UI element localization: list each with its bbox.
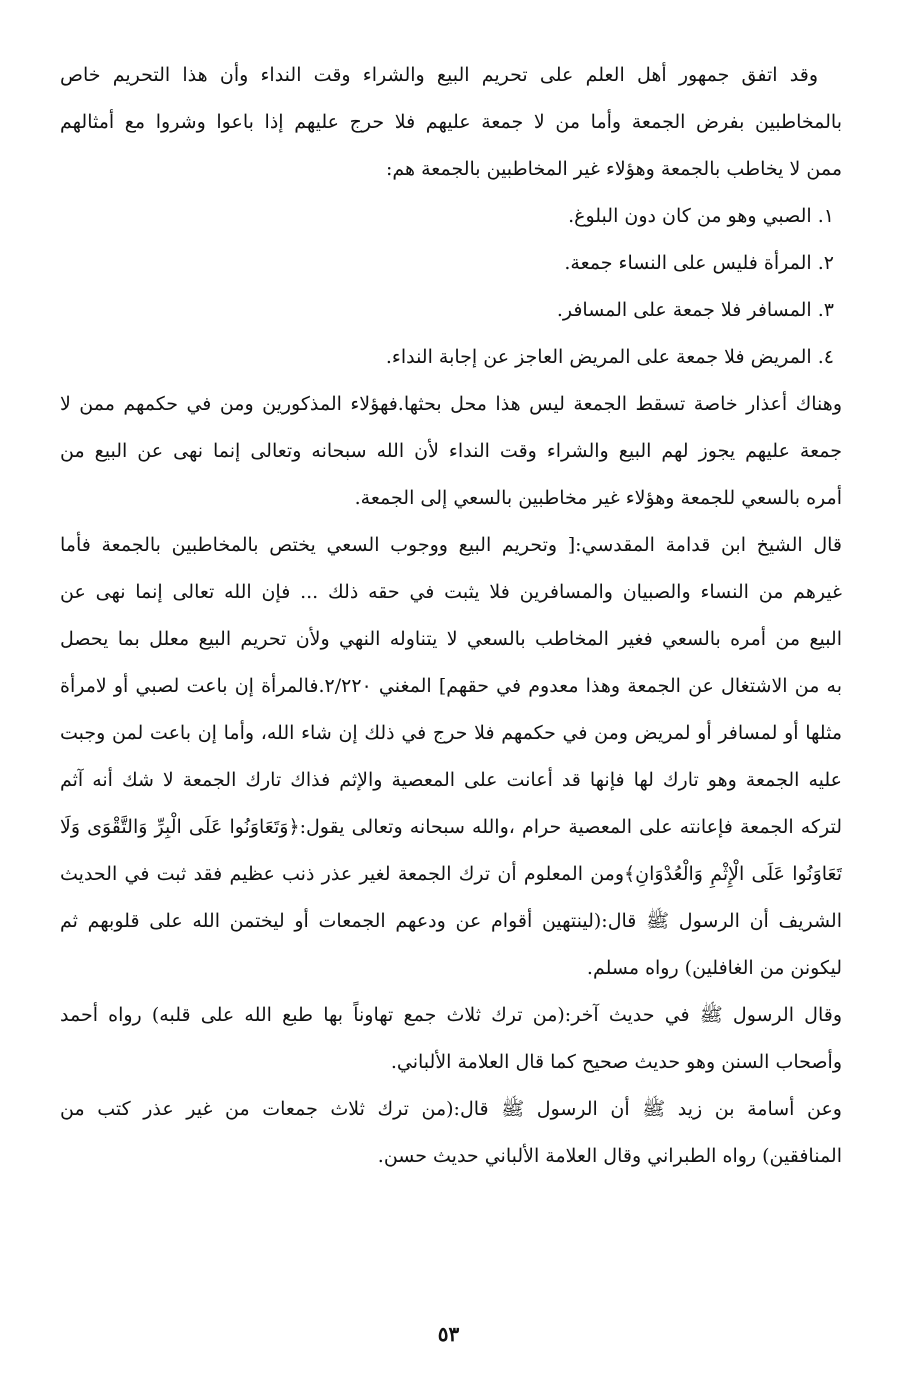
text-line: وقد اتفق جمهور أهل العلم على تحريم البيع والشراء وقت النداء وأن هذا التحريم خاص: [60, 64, 818, 86]
text-line: قال الشيخ ابن قدامة المقدسي:[ وتحريم البيع ووجوب السعي يختص بالمخاطبين بالجمعة فأما: [60, 534, 842, 556]
text-line: عليه الجمعة وهو تارك لها فإنها قد أعانت على المعصية والإثم فذاك تارك الجمعة لا شك أنه آثم: [60, 769, 842, 791]
text-line: أمره بالسعي للجمعة وهؤلاء غير مخاطبين بالسعي إلى الجمعة.: [354, 487, 842, 509]
text-line: وهناك أعذار خاصة تسقط الجمعة ليس هذا محل بحثها.فهؤلاء المذكورين ومن في حكمهم ممن لا: [60, 393, 842, 415]
text-line: وأصحاب السنن وهو حديث صحيح كما قال العلامة الألباني.: [390, 1051, 842, 1073]
text-line: ليكونن من الغافلين) رواه مسلم.: [586, 957, 842, 979]
quran-verse-line: تَعَاوَنُوا عَلَى الْإِثْمِ وَالْعُدْوَانِ﴾ومن المعلوم أن ترك الجمعة لغير عذر ذنب عظيم فقد ثبت في الحديث: [60, 863, 842, 885]
text-line: وقال الرسول ﷺ في حديث آخر:(من ترك ثلاث جمع تهاوناً بها طبع الله على قلبه) رواه أحمد: [60, 1004, 842, 1026]
text-line: به من الاشتغال عن الجمعة وهذا معدوم في حقهم] المغني ٢/٢٢٠.فالمرأة إن باعت لصبي أو لامرأة: [60, 675, 842, 697]
text-line: البيع من أمره بالسعي فغير المخاطب بالسعي لا يتناوله النهي ولأن تحريم البيع معلل بما يحصل: [60, 628, 842, 650]
text-line: مثلها أو لمسافر أو لمريض ومن في حكمهم فلا حرج في ذلك إن شاء الله، وأما إن باعت لمن وجبت: [60, 722, 842, 744]
text-line: ممن لا يخاطب بالجمعة وهؤلاء غير المخاطبين بالجمعة هم:: [386, 158, 842, 180]
text-line: بالمخاطبين بفرض الجمعة وأما من لا جمعة عليهم فلا حرج عليهم إذا باعوا وشروا مع أمثالهم: [60, 111, 842, 133]
list-item: ٤. المريض فلا جمعة على المريض العاجز عن إجابة النداء.: [385, 346, 834, 368]
quran-verse-line: لتركه الجمعة فإعانته على المعصية حرام ،والله سبحانه وتعالى يقول:﴿وَتَعَاوَنُوا عَلَى الْبِرِّ وَالتَّقْوَى وَلَا: [60, 816, 842, 838]
list-item: ٣. المسافر فلا جمعة على المسافر.: [556, 299, 834, 321]
text-line: الشريف أن الرسول ﷺ قال:(لينتهين أقوام عن ودعهم الجمعات أو ليختمن الله على قلوبهم ثم: [60, 910, 842, 932]
text-body: [60, 52, 842, 1180]
list-item: ١. الصبي وهو من كان دون البلوغ.: [568, 205, 834, 227]
text-line: المنافقين) رواه الطبراني وقال العلامة الألباني حديث حسن.: [377, 1145, 842, 1167]
page-number: ٥٣: [437, 1322, 460, 1346]
text-line: جمعة عليهم يجوز لهم البيع والشراء وقت النداء لأن الله سبحانه وتعالى إنما نهى عن البيع من: [60, 440, 842, 462]
list-item: ٢. المرأة فليس على النساء جمعة.: [564, 252, 834, 274]
text-line: غيرهم من النساء والصبيان والمسافرين فلا يثبت في حقه ذلك ... فإن الله تعالى إنما نهى عن: [60, 581, 842, 603]
text-line: وعن أسامة بن زيد ﷺ أن الرسول ﷺ قال:(من ترك ثلاث جمعات من غير عذر كتب من: [60, 1098, 842, 1120]
